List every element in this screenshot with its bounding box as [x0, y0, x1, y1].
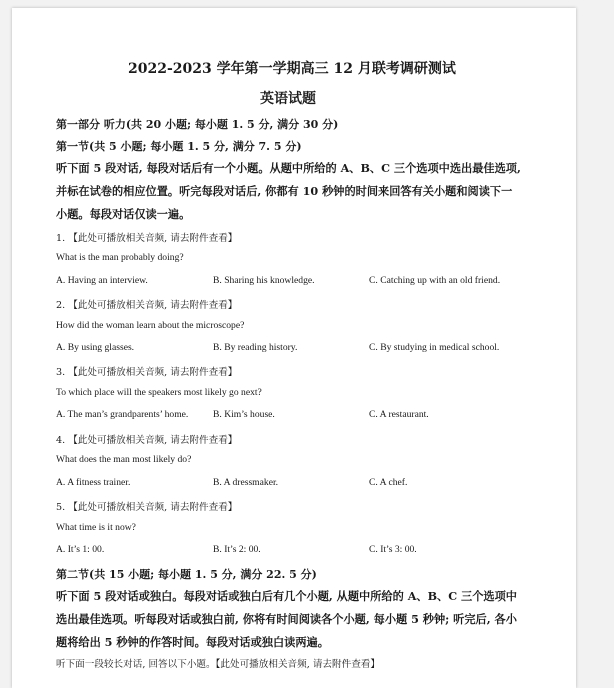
- question-text: How did the woman learn about the microscope?: [56, 320, 245, 331]
- question-text: What time is it now?: [56, 522, 136, 533]
- option-a: A. By using glasses.: [56, 342, 135, 353]
- option-a: A. It’s 1: 00.: [56, 544, 105, 555]
- audio-placeholder[interactable]: 4. 【此处可播放相关音频, 请去附件查看】: [56, 435, 238, 446]
- option-a: A. A fitness trainer.: [56, 477, 131, 488]
- option-b: B. A dressmaker.: [213, 477, 279, 488]
- audio-placeholder[interactable]: 3. 【此处可播放相关音频, 请去附件查看】: [56, 367, 238, 378]
- section2-instruction-line: 题将给出 5 秒钟的作答时间。每段对话或独白读两遍。: [56, 635, 329, 649]
- document-page: [12, 8, 576, 688]
- option-c: C. A restaurant.: [369, 409, 429, 420]
- option-b: B. By reading history.: [213, 342, 298, 353]
- option-a: A. The man’s grandparents’ home.: [56, 409, 189, 420]
- question-text: What does the man most likely do?: [56, 454, 192, 465]
- exam-subtitle: 英语试题: [260, 91, 316, 107]
- option-a: A. Having an interview.: [56, 275, 148, 286]
- option-c: C. A chef.: [369, 477, 408, 488]
- part1-heading: 第一部分 听力(共 20 小题; 每小题 1. 5 分, 满分 30 分): [56, 118, 339, 131]
- section2-instruction-line: 选出最佳选项。听每段对话或独白前, 你将有时间阅读各个小题, 每小题 5 秒钟; 听完后, 各小: [56, 612, 517, 626]
- option-c: C. By studying in medical school.: [369, 342, 500, 353]
- section1-heading: 第一节(共 5 小题; 每小题 1. 5 分, 满分 7. 5 分): [56, 140, 302, 153]
- option-c: C. It’s 3: 00.: [369, 544, 417, 555]
- option-b: B. Sharing his knowledge.: [213, 275, 315, 286]
- next-dialogue-line: 听下面一段较长对话, 回答以下小题。【此处可播放相关音频, 请去附件查看】: [56, 659, 380, 670]
- section2-heading: 第二节(共 15 小题; 每小题 1. 5 分, 满分 22. 5 分): [56, 568, 317, 581]
- audio-placeholder[interactable]: 1. 【此处可播放相关音频, 请去附件查看】: [56, 233, 238, 244]
- exam-title: 2022-2023 学年第一学期高三 12 月联考调研测试: [128, 61, 456, 77]
- audio-placeholder[interactable]: 5. 【此处可播放相关音频, 请去附件查看】: [56, 502, 238, 513]
- option-c: C. Catching up with an old friend.: [369, 275, 501, 286]
- section1-instruction-line: 并标在试卷的相应位置。听完每段对话后, 你都有 10 秒钟的时间来回答有关小题和阅读下一: [56, 184, 513, 198]
- section1-instruction-line: 小题。每段对话仅读一遍。: [56, 207, 191, 221]
- section2-instruction-line: 听下面 5 段对话或独白。每段对话或独白后有几个小题, 从题中所给的 A、B、C 三个选项中: [56, 589, 517, 603]
- option-b: B. Kim’s house.: [213, 409, 275, 420]
- option-b: B. It’s 2: 00.: [213, 544, 261, 555]
- question-text: What is the man probably doing?: [56, 252, 184, 263]
- audio-placeholder[interactable]: 2. 【此处可播放相关音频, 请去附件查看】: [56, 300, 238, 311]
- section1-instruction-line: 听下面 5 段对话, 每段对话后有一个小题。从题中所给的 A、B、C 三个选项中选出最佳选项,: [56, 161, 521, 175]
- question-text: To which place will the speakers most likely go next?: [56, 387, 262, 398]
